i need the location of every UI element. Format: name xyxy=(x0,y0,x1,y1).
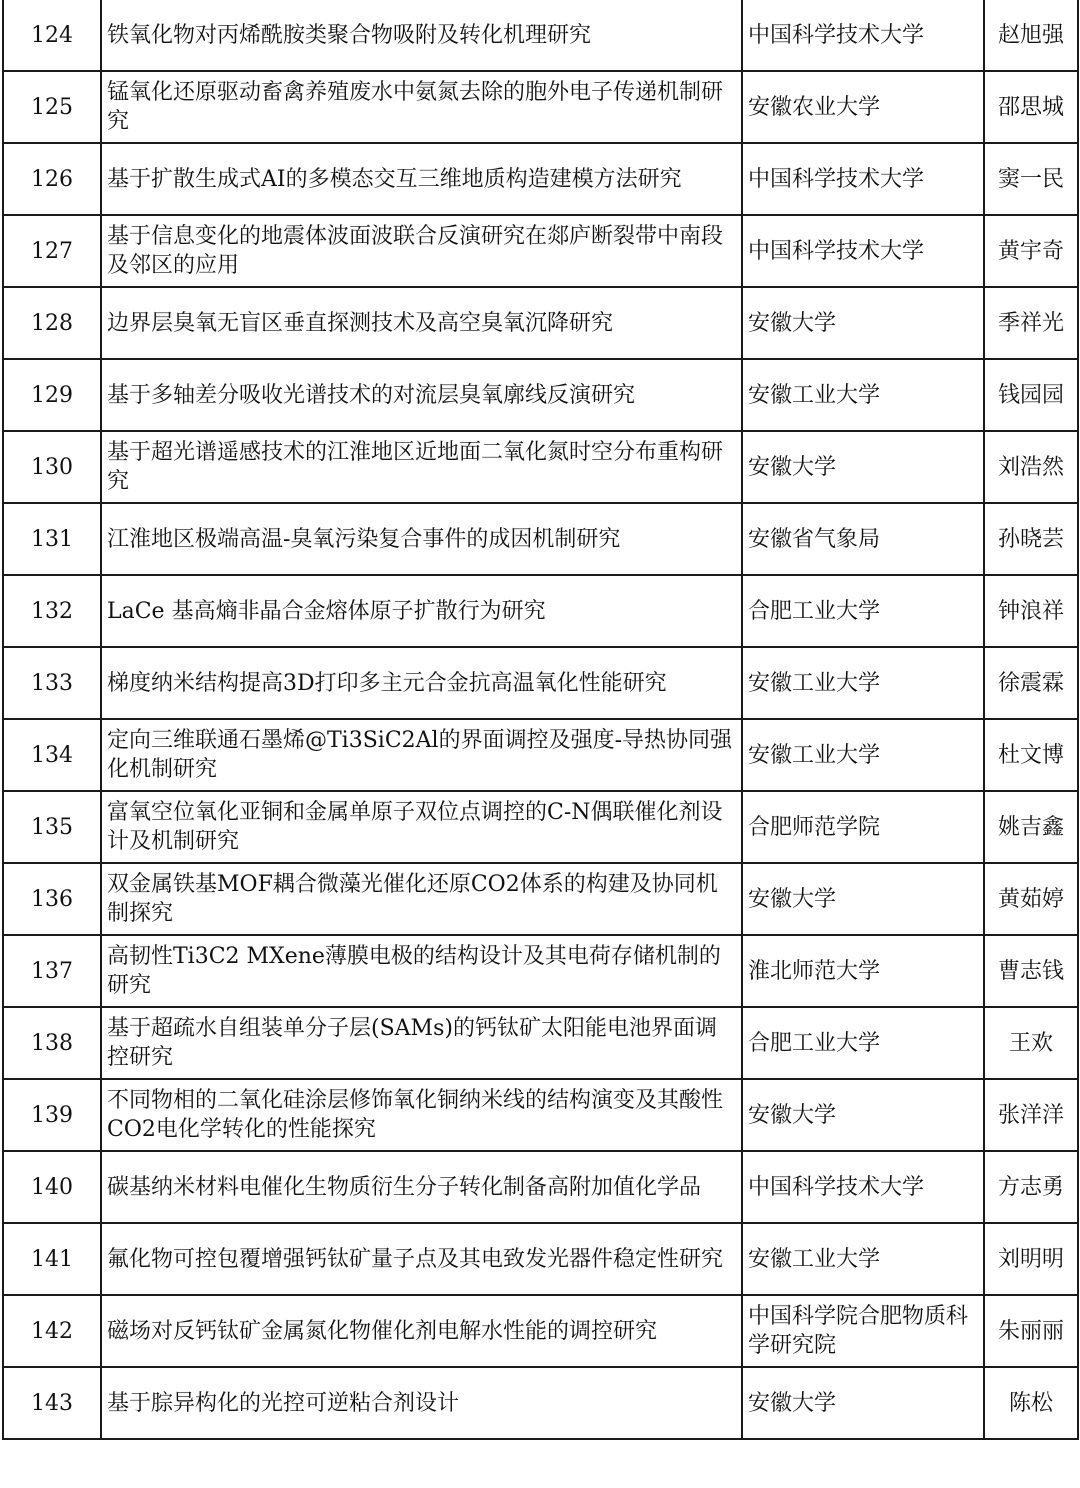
principal-investigator-cell: 季祥光 xyxy=(984,287,1078,359)
project-title-cell: 基于扩散生成式AI的多模态交互三维地质构造建模方法研究 xyxy=(101,143,742,215)
principal-investigator-cell: 赵旭强 xyxy=(984,0,1078,71)
row-number-cell: 136 xyxy=(3,863,101,935)
project-title-cell: 梯度纳米结构提高3D打印多主元合金抗高温氧化性能研究 xyxy=(101,647,742,719)
table-row xyxy=(3,359,1078,431)
row-number-cell: 139 xyxy=(3,1079,101,1151)
principal-investigator-cell: 朱丽丽 xyxy=(984,1295,1078,1367)
principal-investigator-cell: 徐震霖 xyxy=(984,647,1078,719)
institution-cell: 合肥师范学院 xyxy=(742,791,984,863)
project-title-cell: 基于超疏水自组装单分子层(SAMs)的钙钛矿太阳能电池界面调控研究 xyxy=(101,1007,742,1079)
institution-cell: 淮北师范大学 xyxy=(742,935,984,1007)
principal-investigator-cell: 杜文博 xyxy=(984,719,1078,791)
table-row xyxy=(3,791,1078,863)
institution-cell: 安徽工业大学 xyxy=(742,1223,984,1295)
row-number-cell: 127 xyxy=(3,215,101,287)
table-row xyxy=(3,0,1078,71)
row-number-cell: 125 xyxy=(3,71,101,143)
institution-cell: 安徽大学 xyxy=(742,431,984,503)
table-row xyxy=(3,1223,1078,1295)
table-row xyxy=(3,215,1078,287)
row-number-cell: 142 xyxy=(3,1295,101,1367)
table-row xyxy=(3,1079,1078,1151)
principal-investigator-cell: 窦一民 xyxy=(984,143,1078,215)
row-number-cell: 129 xyxy=(3,359,101,431)
project-table xyxy=(2,0,1079,1440)
row-number-cell: 124 xyxy=(3,0,101,71)
project-title-cell: 不同物相的二氧化硅涂层修饰氧化铜纳米线的结构演变及其酸性CO2电化学转化的性能探究 xyxy=(101,1079,742,1151)
project-title-cell: 基于腙异构化的光控可逆粘合剂设计 xyxy=(101,1367,742,1439)
table-row xyxy=(3,1007,1078,1079)
table-row xyxy=(3,719,1078,791)
institution-cell: 中国科学技术大学 xyxy=(742,1151,984,1223)
table-row xyxy=(3,431,1078,503)
row-number-cell: 141 xyxy=(3,1223,101,1295)
table-row xyxy=(3,1151,1078,1223)
row-number-cell: 138 xyxy=(3,1007,101,1079)
principal-investigator-cell: 王欢 xyxy=(984,1007,1078,1079)
project-title-cell: 高韧性Ti3C2 MXene薄膜电极的结构设计及其电荷存储机制的研究 xyxy=(101,935,742,1007)
institution-cell: 安徽大学 xyxy=(742,287,984,359)
institution-cell: 安徽工业大学 xyxy=(742,647,984,719)
project-title-cell: 江淮地区极端高温-臭氧污染复合事件的成因机制研究 xyxy=(101,503,742,575)
institution-cell: 安徽农业大学 xyxy=(742,71,984,143)
row-number-cell: 132 xyxy=(3,575,101,647)
institution-cell: 安徽大学 xyxy=(742,1367,984,1439)
principal-investigator-cell: 孙晓芸 xyxy=(984,503,1078,575)
principal-investigator-cell: 钟浪祥 xyxy=(984,575,1078,647)
project-title-cell: LaCe 基高熵非晶合金熔体原子扩散行为研究 xyxy=(101,575,742,647)
institution-cell: 安徽大学 xyxy=(742,863,984,935)
table-row xyxy=(3,1295,1078,1367)
project-title-cell: 铁氧化物对丙烯酰胺类聚合物吸附及转化机理研究 xyxy=(101,0,742,71)
institution-cell: 中国科学技术大学 xyxy=(742,0,984,71)
project-title-cell: 碳基纳米材料电催化生物质衍生分子转化制备高附加值化学品 xyxy=(101,1151,742,1223)
principal-investigator-cell: 姚吉鑫 xyxy=(984,791,1078,863)
project-title-cell: 锰氧化还原驱动畜禽养殖废水中氨氮去除的胞外电子传递机制研究 xyxy=(101,71,742,143)
principal-investigator-cell: 刘浩然 xyxy=(984,431,1078,503)
project-table-body xyxy=(3,0,1078,1439)
table-row xyxy=(3,575,1078,647)
row-number-cell: 134 xyxy=(3,719,101,791)
table-row xyxy=(3,143,1078,215)
project-title-cell: 氟化物可控包覆增强钙钛矿量子点及其电致发光器件稳定性研究 xyxy=(101,1223,742,1295)
row-number-cell: 140 xyxy=(3,1151,101,1223)
table-row xyxy=(3,863,1078,935)
row-number-cell: 130 xyxy=(3,431,101,503)
project-title-cell: 双金属铁基MOF耦合微藻光催化还原CO2体系的构建及协同机制探究 xyxy=(101,863,742,935)
institution-cell: 合肥工业大学 xyxy=(742,1007,984,1079)
principal-investigator-cell: 黄茹婷 xyxy=(984,863,1078,935)
project-title-cell: 基于多轴差分吸收光谱技术的对流层臭氧廓线反演研究 xyxy=(101,359,742,431)
row-number-cell: 143 xyxy=(3,1367,101,1439)
project-title-cell: 定向三维联通石墨烯@Ti3SiC2Al的界面调控及强度-导热协同强化机制研究 xyxy=(101,719,742,791)
project-title-cell: 基于超光谱遥感技术的江淮地区近地面二氧化氮时空分布重构研究 xyxy=(101,431,742,503)
row-number-cell: 126 xyxy=(3,143,101,215)
row-number-cell: 128 xyxy=(3,287,101,359)
institution-cell: 安徽工业大学 xyxy=(742,719,984,791)
principal-investigator-cell: 曹志钱 xyxy=(984,935,1078,1007)
row-number-cell: 131 xyxy=(3,503,101,575)
table-row xyxy=(3,287,1078,359)
institution-cell: 中国科学技术大学 xyxy=(742,215,984,287)
principal-investigator-cell: 陈松 xyxy=(984,1367,1078,1439)
principal-investigator-cell: 黄宇奇 xyxy=(984,215,1078,287)
table-row xyxy=(3,935,1078,1007)
institution-cell: 合肥工业大学 xyxy=(742,575,984,647)
institution-cell: 安徽工业大学 xyxy=(742,359,984,431)
row-number-cell: 133 xyxy=(3,647,101,719)
principal-investigator-cell: 方志勇 xyxy=(984,1151,1078,1223)
principal-investigator-cell: 邵思城 xyxy=(984,71,1078,143)
table-row xyxy=(3,1367,1078,1439)
institution-cell: 中国科学院合肥物质科学研究院 xyxy=(742,1295,984,1367)
project-title-cell: 基于信息变化的地震体波面波联合反演研究在郯庐断裂带中南段及邻区的应用 xyxy=(101,215,742,287)
table-row xyxy=(3,71,1078,143)
institution-cell: 中国科学技术大学 xyxy=(742,143,984,215)
row-number-cell: 137 xyxy=(3,935,101,1007)
institution-cell: 安徽大学 xyxy=(742,1079,984,1151)
row-number-cell: 135 xyxy=(3,791,101,863)
principal-investigator-cell: 张洋洋 xyxy=(984,1079,1078,1151)
project-title-cell: 富氧空位氧化亚铜和金属单原子双位点调控的C-N偶联催化剂设计及机制研究 xyxy=(101,791,742,863)
principal-investigator-cell: 刘明明 xyxy=(984,1223,1078,1295)
table-row xyxy=(3,647,1078,719)
institution-cell: 安徽省气象局 xyxy=(742,503,984,575)
project-title-cell: 磁场对反钙钛矿金属氮化物催化剂电解水性能的调控研究 xyxy=(101,1295,742,1367)
project-title-cell: 边界层臭氧无盲区垂直探测技术及高空臭氧沉降研究 xyxy=(101,287,742,359)
table-row xyxy=(3,503,1078,575)
principal-investigator-cell: 钱园园 xyxy=(984,359,1078,431)
